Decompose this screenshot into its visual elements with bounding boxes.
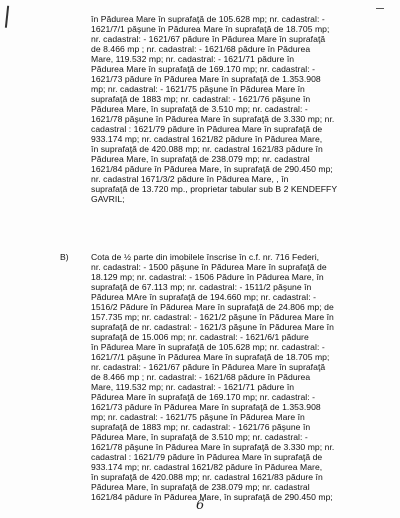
text-line: Pădurea Mare în suprafaţă de 169.170 mp; nr. cadastral: - (91, 64, 316, 74)
text-line: suprafaţă de 15.006 mp; nr. cadastral: - 1621/6/1 pădure (91, 332, 309, 342)
text-line: 1621/84 pădure în Pădurea Mare, în suprafaţă de 290.450 mp; (91, 492, 333, 502)
text-line: 1621/73 pădure în Pădurea Mare în suprafaţă de 1.353.908 (91, 74, 321, 84)
text-line: în suprafaţă de 420.088 mp; nr. cadastral 1621/83 pădure în (91, 144, 323, 154)
text-line: Pădurea Mare, în suprafaţă de 238.079 mp; nr. cadastral (91, 154, 310, 164)
handwritten-mark (5, 6, 14, 29)
text-line: nr. cadastral 1671/3/2 pădure în Pădurea Mare, , în (91, 174, 289, 184)
text-line: mp; nr. cadastral: - 1621/75 păşune în Pădurea Mare în (91, 412, 305, 422)
text-line: 157.735 mp; nr. cadastral: - 1621/2 păşune în Pădurea Mare în (91, 312, 334, 322)
text-line: Mare, 119.532 mp; nr. cadastral: - 1621/71 pădure în (91, 54, 295, 64)
text-line: cadastral : 1621/79 pădure în Pădurea Mare în suprafaţă de (91, 124, 323, 134)
text-line: suprafaţă de 67.113 mp; nr. cadastral: - 1511/2 păşune în (91, 282, 312, 292)
text-line: în suprafaţă de 420.088 mp; nr. cadastral 1621/83 pădure în (91, 472, 323, 482)
margin-dash (376, 8, 384, 9)
text-line: nr. cadastral: - 1621/67 pădure în Pădurea Mare în suprafaţă (91, 34, 326, 44)
text-line: Pădurea Mare, în suprafaţă de 3.510 mp; nr. cadastral: - (91, 432, 308, 442)
text-line: suprafaţă de 13.720 mp., proprietar tabular sub B 2 KENDEFFY (91, 184, 338, 194)
text-line: Mare, 119.532 mp; nr. cadastral: - 1621/71 pădure în (91, 382, 295, 392)
text-line: în Pădurea Mare în suprafaţă de 105.628 mp; nr. cadastral: - (91, 14, 325, 24)
text-line: Cota de ½ parte din imobilele înscrise în c.f. nr. 716 Federi, (91, 252, 320, 262)
text-line: 18.129 mp; nr. cadastral: - 1506 Pădure în Pădurea Mare, în (91, 272, 324, 282)
text-line: Pădurea MAre în suprafaţă de 194.660 mp; nr. cadastral: - (91, 292, 316, 302)
text-line: 933.174 mp; nr. cadastral 1621/82 pădure în Pădurea Mare, (91, 134, 323, 144)
text-line: GAVRIL; (91, 194, 125, 204)
section-label: B) (60, 252, 69, 262)
text-line: nr. cadastral: - 1621/67 pădure în Pădurea Mare în suprafaţă (91, 362, 326, 372)
text-line: cadastral : 1621/79 pădure în Pădurea Mare în suprafaţă de (91, 452, 323, 462)
text-line: 1621/7/1 păşune în Pădurea Mare în suprafaţă de 18.705 mp; (91, 24, 330, 34)
page-number: 6 (196, 498, 205, 513)
text-line: Pădurea Mare în suprafaţă de 169.170 mp; nr. cadastral: - (91, 392, 316, 402)
text-line: în Pădurea Mare în suprafaţă de 105.628 mp; nr. cadastral: - (91, 342, 325, 352)
text-line: suprafaţă de nr. cadastral: - 1621/3 păşune în Pădurea Mare în (91, 322, 334, 332)
text-line: 1621/7/1 păşune în Pădurea Mare în suprafaţă de 18.705 mp; (91, 352, 330, 362)
text-line: 1621/78 păşune în Pădurea Mare în suprafaţă de 3.330 mp; nr. (91, 442, 335, 452)
text-line: 1621/73 pădure în Pădurea Mare în suprafaţă de 1.353.908 (91, 402, 321, 412)
text-line: Pădurea Mare, în suprafaţă de 3.510 mp; nr. cadastral: - (91, 104, 308, 114)
text-line: 933.174 mp; nr. cadastral 1621/82 pădure în Pădurea Mare, (91, 462, 323, 472)
text-line: suprafaţă de 1883 mp; nr. cadastral: - 1621/76 păşune în (91, 422, 311, 432)
text-line: de 8.466 mp ; nr. cadastral: - 1621/68 pădure în Pădurea (91, 372, 311, 382)
text-line: mp; nr. cadastral: - 1621/75 păşune în Pădurea Mare în (91, 84, 305, 94)
text-line: suprafaţă de 1883 mp; nr. cadastral: - 1621/76 păşune în (91, 94, 311, 104)
text-line: 1516/2 Pădure în Pădurea Mare în suprafaţă de 24.806 mp; de (91, 302, 334, 312)
text-line: nr. cadastral: - 1500 păşune în Pădurea Mare în suprafaţă de (91, 262, 327, 272)
text-line: 1621/84 pădure în Pădurea Mare, în suprafaţă de 290.450 mp; (91, 164, 333, 174)
text-line: 1621/78 păşune în Pădurea Mare în suprafaţă de 3.330 mp; nr. (91, 114, 335, 124)
text-line: Pădurea Mare, în suprafaţă de 238.079 mp; nr. cadastral (91, 482, 310, 492)
text-line: de 8.466 mp ; nr. cadastral: - 1621/68 pădure în Pădurea (91, 44, 311, 54)
